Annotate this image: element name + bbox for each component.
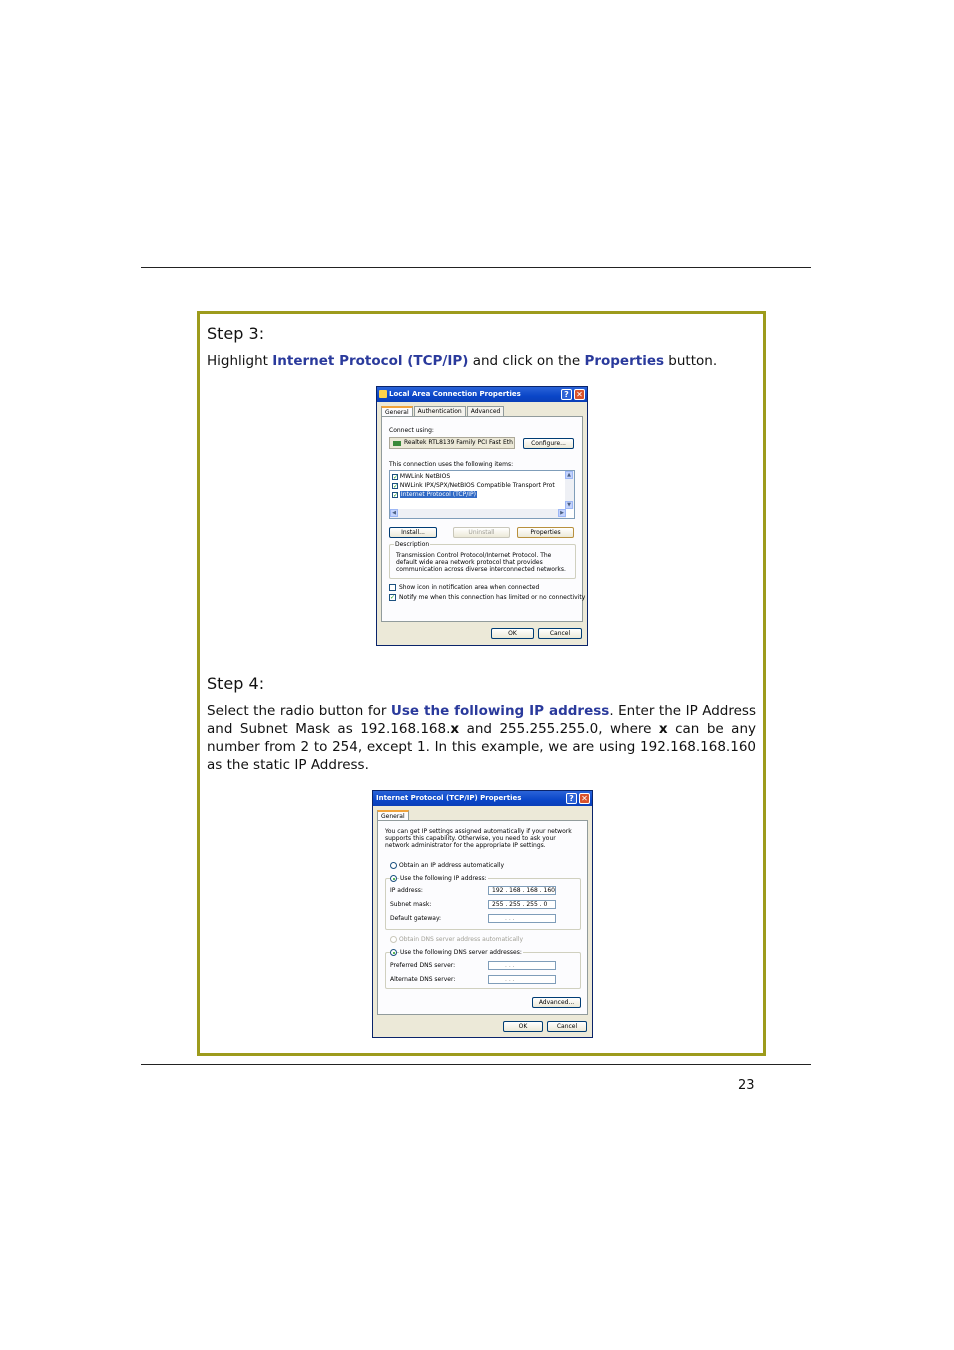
scroll-up-icon[interactable]: ▲ [565, 471, 573, 479]
steps-frame [197, 311, 766, 1056]
alternate-dns-input[interactable]: . . . [488, 975, 556, 984]
connect-using-label: Connect using: [389, 427, 434, 434]
gateway-label: Default gateway: [390, 915, 442, 922]
tcpip-general-panel [377, 820, 588, 1015]
step3-highlight-properties: Properties [584, 353, 665, 369]
checkbox[interactable]: ✓ [393, 491, 399, 499]
description-label: Description [395, 541, 430, 548]
help-icon[interactable]: ? [566, 793, 577, 804]
tcpip-properties-dialog [372, 790, 593, 1038]
obtain-ip-radio[interactable] [390, 862, 397, 869]
top-rule [141, 267, 811, 268]
lan-dialog-title: Local Area Connection Properties [389, 390, 521, 398]
step3-title: Step 3: [207, 324, 265, 343]
show-icon-checkbox[interactable] [389, 584, 396, 591]
adapter-icon [393, 441, 401, 446]
show-icon-label: Show icon in notification area when connected [399, 584, 540, 591]
uninstall-button[interactable]: Uninstall [453, 527, 510, 538]
step3-text [207, 352, 756, 370]
gateway-input[interactable]: . . . [488, 914, 556, 923]
items-list[interactable] [389, 470, 575, 519]
description-group [389, 541, 576, 579]
preferred-dns-label: Preferred DNS server: [390, 962, 456, 969]
use-dns-label: Use the following DNS server addresses: [400, 949, 522, 956]
tab-general[interactable]: General [381, 406, 413, 417]
ip-label: IP address: [390, 887, 423, 894]
intro-text: You can get IP settings assigned automatically if your network supports this capability. Otherwise, you need to ask your network administrator for the appropriate IP settings. [385, 828, 572, 849]
adapter-field [389, 437, 515, 449]
notify-label: Notify me when this connection has limited or no connectivity [399, 594, 586, 601]
advanced-button[interactable]: Advanced... [532, 997, 581, 1008]
bottom-rule [141, 1064, 811, 1065]
scroll-right-icon[interactable]: ▶ [558, 509, 566, 517]
tab-advanced[interactable]: Advanced [467, 406, 505, 416]
items-label: This connection uses the following items: [389, 461, 514, 468]
lan-dialog-tabs [381, 406, 505, 416]
description-text: Transmission Control Protocol/Internet Protocol. The default wide area network protocol that provides communication across diverse interconnected networks. [396, 552, 566, 573]
help-icon[interactable]: ? [561, 389, 572, 400]
step4-title: Step 4: [207, 674, 265, 693]
checkbox[interactable]: ✓ [393, 482, 399, 490]
ok-button[interactable]: OK [503, 1021, 543, 1032]
use-ip-radio[interactable] [390, 875, 397, 882]
tcpip-dialog-titlebar [373, 791, 592, 806]
obtain-ip-label: Obtain an IP address automatically [399, 862, 505, 869]
close-icon[interactable]: ✕ [579, 793, 590, 804]
step4-text: Select the radio button for Use the following IP address. Enter the IP Address and Subnet Mask as 192.168.168.x and 255.255.255.0, where x can be any number from 2 to 254, except 1. In this example, we are using 192.168.168.160 as the static IP Address. [207, 703, 756, 773]
step4-highlight-use-ip: Use the following IP address [390, 703, 610, 719]
preferred-dns-input[interactable]: . . . [488, 961, 556, 970]
install-button[interactable]: Install... [389, 527, 437, 538]
close-icon[interactable]: ✕ [574, 389, 585, 400]
obtain-dns-radio[interactable] [390, 936, 397, 943]
step3-text-post: button. [664, 353, 718, 369]
scroll-down-icon[interactable]: ▼ [565, 501, 573, 509]
use-dns-radio[interactable] [390, 949, 397, 956]
ok-button[interactable]: OK [491, 628, 534, 639]
step3-highlight-tcpip: Internet Protocol (TCP/IP) [272, 353, 469, 369]
lan-properties-dialog [376, 386, 588, 646]
use-ip-label: Use the following IP address: [400, 875, 487, 882]
list-item[interactable]: ✓ NWLink IPX/SPX/NetBIOS Compatible Transport Prot [393, 482, 555, 490]
lan-general-panel [381, 416, 586, 622]
horizontal-scrollbar[interactable] [390, 509, 566, 518]
dns-group [385, 949, 581, 989]
network-icon [379, 390, 387, 398]
properties-button[interactable]: Properties [517, 527, 574, 538]
cancel-button[interactable]: Cancel [547, 1021, 587, 1032]
obtain-dns-label: Obtain DNS server address automatically [399, 936, 524, 943]
tab-general[interactable]: General [377, 810, 409, 821]
cancel-button[interactable]: Cancel [538, 628, 582, 639]
lan-dialog-titlebar [377, 387, 587, 402]
ip-address-input[interactable]: 192 . 168 . 168 . 160 [488, 886, 556, 895]
adapter-name: Realtek RTL8139 Family PCI Fast Eth [404, 439, 513, 446]
list-item-tcpip[interactable]: ✓ Internet Protocol (TCP/IP) [393, 491, 476, 499]
alternate-dns-label: Alternate DNS server: [390, 976, 456, 983]
step3-text-mid: and click on the [468, 353, 585, 369]
configure-button[interactable]: Configure... [523, 438, 574, 449]
subnet-label: Subnet mask: [390, 901, 432, 908]
notify-checkbox[interactable]: ✓ [390, 594, 396, 601]
vertical-scrollbar[interactable] [565, 471, 574, 509]
tab-authentication[interactable]: Authentication [414, 406, 466, 416]
checkbox[interactable]: ✓ [393, 473, 399, 481]
step3-text-pre: Highlight [207, 353, 273, 369]
tcpip-dialog-tabs [377, 810, 410, 820]
subnet-mask-input[interactable]: 255 . 255 . 255 . 0 [488, 900, 556, 909]
tcpip-dialog-title: Internet Protocol (TCP/IP) Properties [376, 794, 522, 802]
page-number: 23 [738, 1078, 755, 1093]
list-item[interactable]: ✓ MWLink NetBIOS [393, 473, 451, 481]
scroll-left-icon[interactable]: ◀ [390, 509, 398, 517]
ip-address-group [385, 875, 581, 930]
